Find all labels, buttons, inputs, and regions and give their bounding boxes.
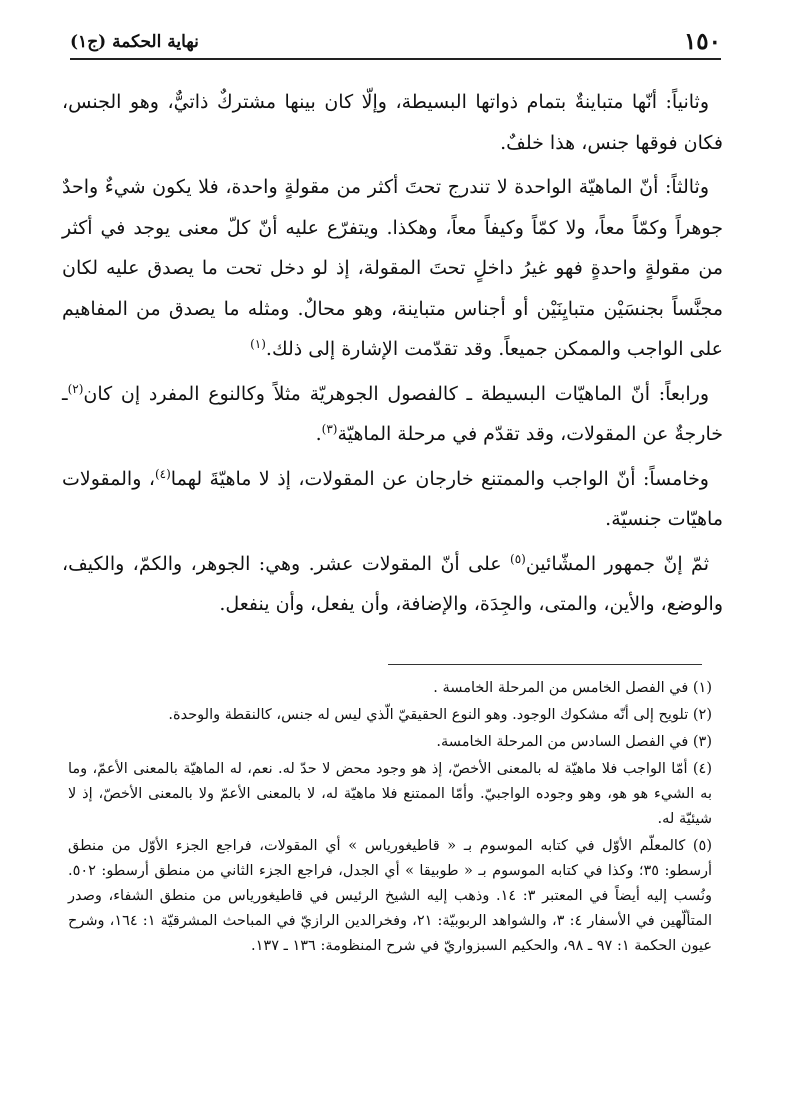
running-title: نهاية الحكمة (ج١) [70, 32, 199, 52]
paragraph-categories [62, 544, 723, 625]
paragraph-thirdly [62, 167, 723, 370]
footnote-ref-1[interactable]: (١) [250, 337, 266, 351]
paragraph-fifthly-text-b: ، والمقولات ماهيّات جنسيّة. [62, 467, 723, 530]
footnote-ref-4[interactable]: (٤) [154, 466, 171, 481]
footnote-1: (١) في الفصل الخامس من المرحلة الخامسة . [433, 680, 712, 696]
footnote-2: (٢) تلويح إلى أنّه مشكوك الوجود. وهو النوع الحقيقيّ الّذي ليس له جنس، كالنقطة والوحدة. [168, 707, 712, 723]
paragraph-fourthly [62, 374, 723, 455]
footnote-ref-2[interactable]: (٢) [67, 381, 84, 396]
footnote-ref-3[interactable]: (٣) [321, 422, 338, 436]
page-header [70, 26, 721, 60]
paragraph-secondly: وثانياً: أنّها متباينةٌ بتمام ذواتها البسيطة، وإلّا كان بينها مشتركٌ ذاتيٌّ، وهو الجنس، فكان فوقها جنس، هذا خلفٌ. [62, 91, 723, 154]
footnote-ref-5[interactable]: (٥) [510, 551, 526, 566]
footnotes [68, 676, 712, 961]
paragraph-fifthly [62, 459, 723, 540]
footnote-4: (٤) أمّا الواجب فلا ماهيّة له بالمعنى الأخصّ، إذ هو وجود محض لا حدّ له. نعم، له الماهيّة بالمعنى الأعمّ، وما به الشيء هو هو، وهو وجوده الواجبيّ. وأمّا الممتنع فلا ماهيّة له، لا بالمعنى الأعمّ ولا بالمعنى الأخصّ، إذ لا شيئيّة له. [68, 761, 712, 827]
footnote-5: (٥) كالمعلّم الأوّل في كتابه الموسوم بـ « قاطيغورياس » أي المقولات، فراجع الجزء الأوّل من منطق أرسطو: ٣٥؛ وكذا في كتابه الموسوم بـ « طوبيقا » أي الجدل، فراجع الجزء الثاني من منطق أرسطو: ٥٠٢. ونُسب إليه أيضاً في المعتبر ٣: ١٤. وذهب إليه الشيخ الرئيس في قاطيغورياس من منطق الشفاء، وصدر المتألّهين في الأسفار ٤: ٣، والشواهد الربوبيّة: ٢١، وفخرالدين الرازيّ في المباحث المشرقيّة ١: ١٦٤، وشرح عيون الحكمة ١: ٩٧ ـ ٩٨، والحكيم السبزواريّ في شرح المنظومة: ١٣٦ ـ ١٣٧. [68, 838, 712, 954]
paragraph-fourthly-text-b: ـ خارجةٌ عن المقولات، وقد تقدّم في مرحلة الماهيّة [62, 382, 723, 445]
paragraph-categories-text-b: على أنّ المقولات عشر. وهي: الجوهر، والكمّ، والكيف، والوضع، والأين، والمتى، والجِدَة، والإضافة، وأن يفعل، وأن ينفعل. [62, 552, 723, 615]
main-text [62, 82, 723, 629]
paragraph-fifthly-text-a: وخامساً: أنّ الواجب والممتنع خارجان عن المقولات، إذ لا ماهيّةَ لهما [170, 467, 709, 490]
paragraph-fourthly-text-a: ورابعاً: أنّ الماهيّات البسيطة ـ كالفصول الجوهريّة مثلاً وكالنوع المفرد إن كان [83, 382, 709, 405]
paragraph-thirdly-text: وثالثاً: أنّ الماهيّة الواحدة لا تندرج تحتَ أكثر من مقولةٍ واحدة، فلا يكون شيءٌ واحدٌ جوهراً وكمّاً معاً، ولا كمّاً وكيفاً معاً، وهكذا. ويتفرّع عليه أنّ كلّ معنى يوجد في أكثر من مقولةٍ واحدةٍ فهو غيرُ داخلٍ تحتَ المقولة، إذ لو دخل تحت ما يصدق عليه لكان مجنَّساً بجنسَيْن متبايِنَيْن أو أجناس متباينة، وهو محالٌ. ومثله ما يصدق من المفاهيم على الواجب والممكن جميعاً. وقد تقدّمت الإشارة إلى ذلك. [62, 176, 723, 360]
page-number: ١٥٠ [683, 28, 721, 55]
footnote-3: (٣) في الفصل السادس من المرحلة الخامسة. [436, 734, 712, 750]
footnote-divider [388, 664, 702, 665]
paragraph-fourthly-text-c: . [315, 423, 322, 445]
paragraph-categories-text-a: ثمّ إنّ جمهور المشّائين [525, 552, 709, 575]
